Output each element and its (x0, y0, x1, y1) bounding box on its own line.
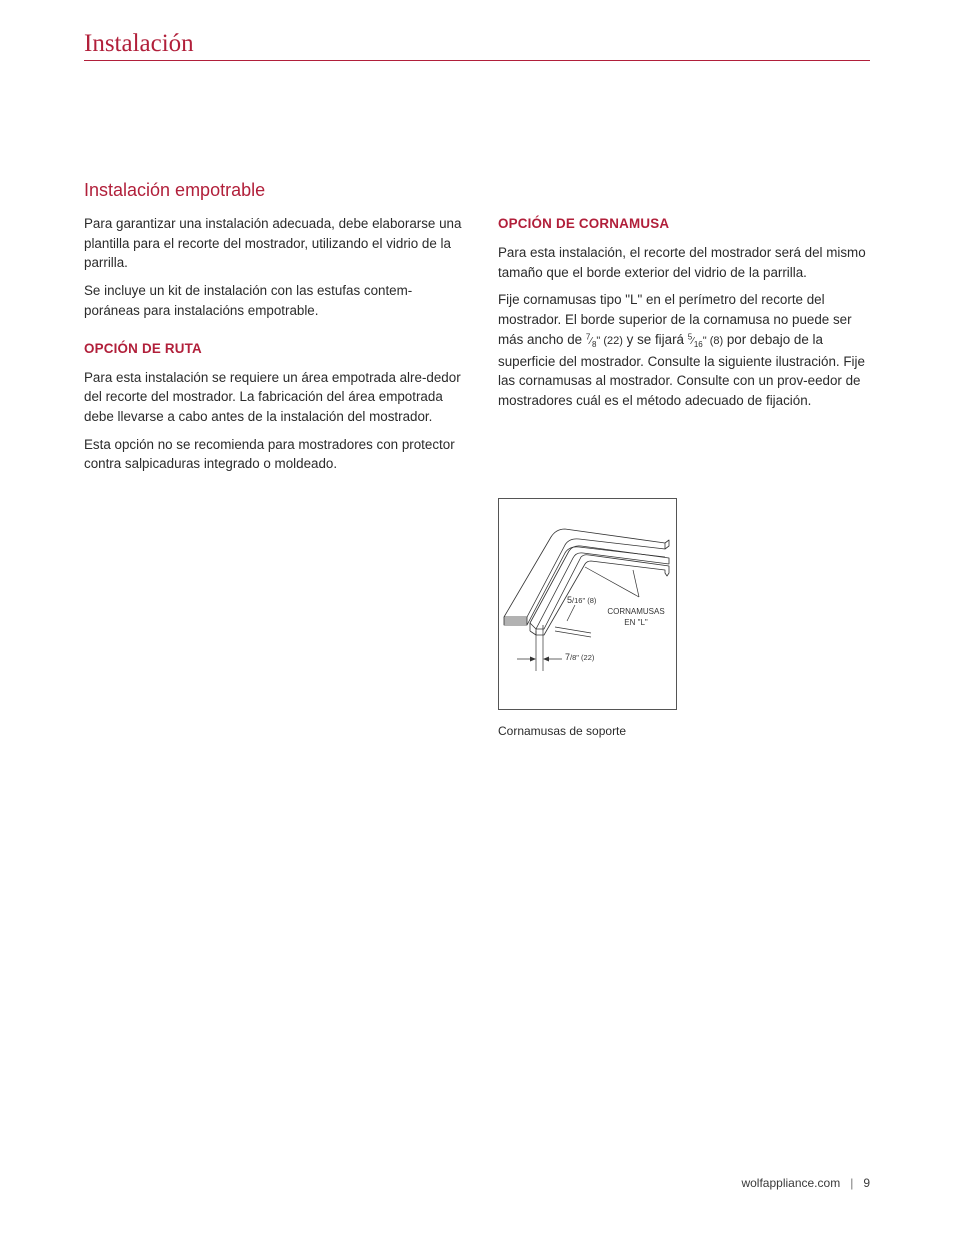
callout-line-upper (585, 567, 639, 597)
route-option-paragraph-2: Esta opción no se recomienda para mostradores con protector contra salpicaduras integrado o moldeado. (84, 436, 455, 472)
figure-caption: Cornamusas de soporte (498, 724, 627, 738)
route-option-paragraph-1: Para esta instalación se requiere un área empotrada alre-dedor del recorte del mostrador. La fabricación del área empotrada debe llevarse a cabo antes de la instalación del mostrador. (84, 369, 461, 424)
callout-label-line-2: EN "L" (624, 618, 648, 627)
paragraph-text: y se fijará (622, 331, 688, 347)
left-column (84, 214, 462, 482)
fraction-five-sixteenths: $^5⁄_{16}$ (687, 332, 703, 349)
bracket-option-paragraph-2 (498, 290, 876, 410)
page-number: 9 (863, 1176, 870, 1190)
paragraph-text: por debajo de la superficie del mostrador. Consulte la siguiente ilustración. Fije las cornamusas al mostrador. Consulte con un prov-eedor de mostradores cuál es el método adecuado de fijación. (498, 331, 865, 408)
depth-label: 5/16" (8) (567, 595, 597, 605)
countertop-right-end (665, 540, 669, 549)
intro-paragraph-1: Para garantizar una instalación adecuada, debe elaborarse una plantilla para el recorte del mostrador, utilizando el vidrio de la parrilla. (84, 216, 462, 271)
footer-site-link[interactable]: wolfappliance.com (741, 1176, 841, 1190)
section-heading: Instalación empotrable (84, 180, 266, 200)
l-bracket-lower (536, 555, 669, 635)
unit-22: " (22) (596, 334, 623, 347)
fraction-seven-eighths: $^7⁄_8$ (585, 332, 597, 349)
footer-separator: | (850, 1176, 854, 1190)
unit-8: " (8) (702, 334, 724, 347)
route-option-heading: OPCIÓN DE RUTA (84, 340, 202, 356)
bracket-option-paragraph-1: Para esta instalación, el recorte del mostrador será del mismo tamaño que el borde exterior del vidrio de la parrilla. (498, 245, 866, 280)
right-column (498, 214, 876, 419)
callout-label-line-1: CORNAMUSAS (607, 607, 665, 616)
page-title: Instalación (84, 30, 194, 57)
paragraph-text: Fije cornamusas tipo "L" en el perímetro del recorte del mostrador. El borde superior de la cornamusa no puede ser más ancho de (498, 292, 852, 347)
width-arrow-left-head (530, 657, 536, 662)
width-label: 7/8" (22) (565, 652, 595, 662)
width-arrow-right-head (543, 657, 549, 662)
bracket-option-heading: OPCIÓN DE CORNAMUSA (498, 216, 670, 231)
depth-leader (567, 605, 575, 621)
title-divider (84, 60, 870, 61)
callout-line-lower (633, 570, 639, 597)
intro-paragraph-2: Se incluye un kit de instalación con las estufas contem-poráneas para instalacións empotrable. (84, 283, 413, 318)
bracket-illustration (498, 498, 677, 710)
page-footer (741, 1175, 870, 1191)
bracket-diagram (499, 499, 676, 709)
